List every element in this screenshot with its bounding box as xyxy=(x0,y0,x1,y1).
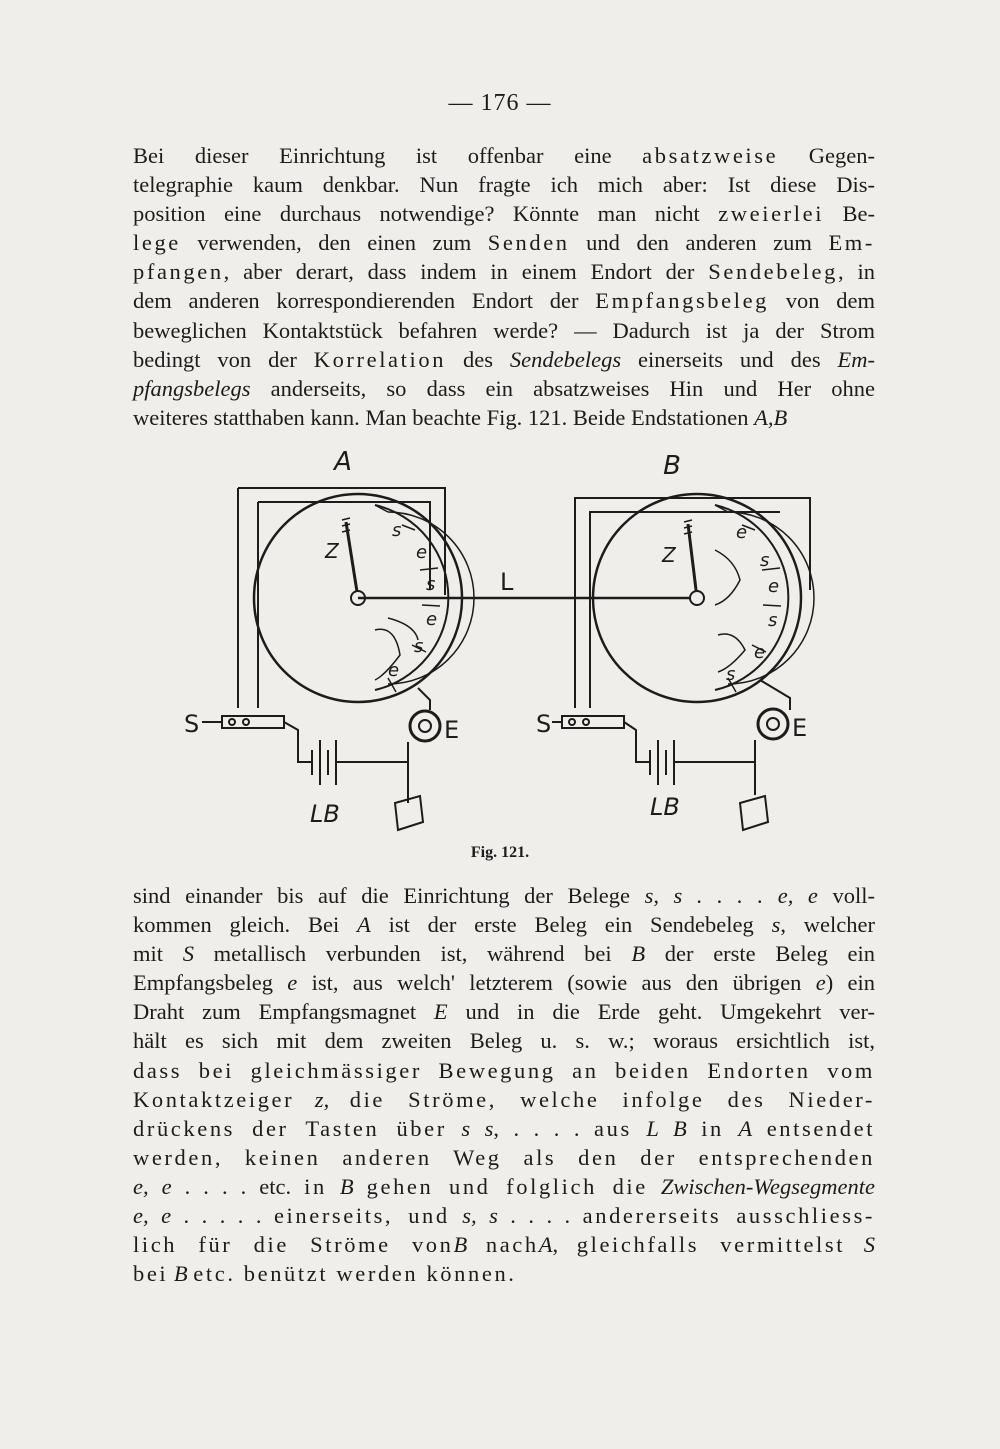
text-run xyxy=(687,1116,702,1141)
para2-line-6 xyxy=(133,1026,875,1055)
ground-b xyxy=(740,796,768,830)
para2-line-2 xyxy=(133,910,875,939)
text-run: , xyxy=(552,1232,577,1258)
text-run: mit xyxy=(133,941,183,967)
station-a-label: A xyxy=(334,447,352,477)
paragraph-2 xyxy=(133,881,875,1288)
para2-line-1 xyxy=(133,881,875,910)
text-run: sind einander bis auf die Einrichtung der Belege xyxy=(133,883,645,908)
para1-line-4 xyxy=(133,228,875,257)
italic-symbol: e xyxy=(287,970,298,996)
para2-line-13 xyxy=(133,1230,875,1259)
spaced-emphasis: pfangen xyxy=(133,259,224,285)
italic-symbol: B xyxy=(339,1173,354,1199)
spaced-emphasis: in xyxy=(701,1115,724,1141)
spaced-emphasis: etc. benützt werden können. xyxy=(193,1261,517,1287)
text-run: , welcher xyxy=(780,912,875,938)
italic-symbol: e xyxy=(815,970,826,996)
para1-line-1 xyxy=(133,141,875,170)
wire-a-outer xyxy=(238,488,445,595)
text-run xyxy=(648,1174,661,1199)
segment-b-3: e xyxy=(768,576,780,597)
spaced-emphasis: lege xyxy=(133,230,181,256)
italic-symbol: B xyxy=(173,1261,188,1287)
italic-symbol: z xyxy=(314,1086,324,1112)
segment-a-2: e xyxy=(416,542,428,563)
text-run: , aber derart, dass indem in einem Endort der xyxy=(223,259,709,285)
text-run: bedingt von der xyxy=(133,346,314,372)
para1-line-6 xyxy=(133,286,875,315)
text-run: Empfangsbeleg xyxy=(133,970,288,996)
text-run: . . . . . xyxy=(171,1203,274,1229)
text-run xyxy=(845,1232,864,1257)
pointer-a xyxy=(346,522,358,598)
segment-b-5: e xyxy=(754,642,766,663)
italic-symbol: S xyxy=(863,1232,875,1258)
text-run xyxy=(467,1232,486,1257)
italic-symbol: A xyxy=(357,912,371,938)
spaced-emphasis: werden, keinen anderen Weg als den der entsprechenden xyxy=(133,1144,875,1170)
para2-line-4 xyxy=(133,968,875,997)
spaced-emphasis: andererseits ausschliess- xyxy=(582,1203,876,1229)
spaced-emphasis: zweierlei xyxy=(718,201,825,227)
italic-symbol: s, s xyxy=(462,1203,498,1229)
segment-b-6: s xyxy=(726,664,736,685)
text-run: beweglichen Kontaktstück befahren werde? — Dadurch ist ja der Strom xyxy=(133,317,875,343)
spaced-emphasis: Em- xyxy=(828,230,875,256)
text-run xyxy=(752,1116,767,1141)
text-run: ist der erste Beleg ein Sendebeleg xyxy=(370,912,772,938)
magnet-a-label: E xyxy=(444,716,460,744)
text-run xyxy=(447,1116,462,1141)
text-run: , xyxy=(323,1086,350,1112)
key-a-label: S xyxy=(184,710,200,738)
text-run: position eine durchaus notwendige? Könnte man nicht xyxy=(133,201,719,227)
segment-a-5: s xyxy=(414,636,424,657)
key-b-label: S xyxy=(536,710,552,738)
spaced-emphasis: drückens der Tasten über xyxy=(133,1115,447,1141)
pointer-b-label: Z xyxy=(662,543,676,567)
para1-line-8 xyxy=(133,345,875,374)
italic-symbol: A xyxy=(738,1115,753,1141)
segment-a-4: e xyxy=(426,609,438,630)
italic-symbol: pfangsbelegs xyxy=(133,375,251,401)
battery-b-label: LB xyxy=(650,793,680,821)
magnet-a xyxy=(410,711,440,741)
spaced-emphasis: aus xyxy=(594,1115,632,1141)
text-run: , in xyxy=(838,259,875,285)
wire-a-inner xyxy=(258,502,430,590)
text-run xyxy=(354,1174,367,1199)
text-run xyxy=(450,1203,462,1228)
text-run: der erste Beleg ein xyxy=(645,941,876,967)
segment-a-6: e xyxy=(388,660,400,681)
pointer-b-pivot xyxy=(690,591,704,605)
text-run: von dem xyxy=(769,288,875,314)
text-run: Gegen- xyxy=(778,143,875,168)
para2-line-8 xyxy=(133,1085,875,1114)
spaced-emphasis: absatzweise xyxy=(642,143,779,168)
text-run: einerseits und des xyxy=(621,346,838,372)
text-run: anderseits, so dass ein absatzweises Hin und Her ohne xyxy=(250,375,875,401)
para1-line-2 xyxy=(133,170,875,199)
key-a xyxy=(222,716,284,728)
page-number: — 176 — xyxy=(448,90,552,116)
text-run: weiteres statthaben kann. Man beachte Fig. 121. Beide Endstationen xyxy=(133,404,755,430)
spaced-emphasis: gleichfalls vermittelst xyxy=(576,1232,846,1258)
spaced-emphasis: bei xyxy=(133,1261,169,1287)
key-b xyxy=(562,716,624,728)
text-run: dem anderen korrespondierenden Endort der xyxy=(133,288,596,314)
text-run: des xyxy=(446,346,510,372)
text-run: hält es sich mit dem zweiten Beleg u. s. w.; woraus ersichtlich ist, xyxy=(133,1028,875,1054)
italic-symbol: A,B xyxy=(754,404,788,430)
text-run: , . . . . xyxy=(493,1115,595,1141)
italic-symbol: e, e xyxy=(133,1203,172,1229)
spaced-emphasis: gehen und folglich die xyxy=(366,1173,648,1199)
italic-symbol: s s xyxy=(461,1115,494,1141)
text-run: metallisch verbunden ist, während bei xyxy=(193,941,632,967)
spaced-emphasis: Senden xyxy=(487,230,570,256)
text-run xyxy=(724,1116,739,1141)
text-run: Be- xyxy=(824,201,875,227)
magnet-b xyxy=(758,709,788,739)
text-run: . . . . etc. xyxy=(171,1173,305,1199)
italic-symbol: s xyxy=(771,912,781,938)
segment-b-2: s xyxy=(760,550,770,571)
spaced-emphasis: Sendebeleg xyxy=(708,259,838,285)
italic-symbol: s, s . . . . e, e xyxy=(644,883,818,908)
italic-symbol: L B xyxy=(646,1115,687,1141)
spaced-emphasis: Korrelation xyxy=(313,346,447,372)
para1-line-10 xyxy=(133,403,875,432)
para1-line-3 xyxy=(133,199,875,228)
pointer-a-label: Z xyxy=(325,539,339,563)
station-b-label: B xyxy=(663,451,681,481)
italic-symbol: A xyxy=(538,1232,553,1258)
text-run: ist, aus welch' letzterem (sowie aus den übrigen xyxy=(297,970,816,996)
para1-line-9 xyxy=(133,374,875,403)
para1-line-7 xyxy=(133,316,875,345)
spaced-emphasis: Empfangsbeleg xyxy=(595,288,770,314)
spaced-emphasis: lich für die Ströme von xyxy=(133,1232,454,1258)
para2-line-10 xyxy=(133,1143,875,1172)
italic-symbol: Em- xyxy=(837,346,876,372)
para2-line-3 xyxy=(133,939,875,968)
text-run: und den anderen zum xyxy=(569,230,829,256)
italic-symbol: e, e xyxy=(133,1173,172,1199)
text-run: . . . . xyxy=(497,1203,583,1229)
spaced-emphasis: Kontaktzeiger xyxy=(133,1086,295,1112)
para2-line-9 xyxy=(133,1114,875,1143)
text-run: kommen gleich. Bei xyxy=(133,912,358,938)
text-run: ) ein xyxy=(825,970,875,996)
text-run xyxy=(632,1116,647,1141)
italic-symbol: E xyxy=(433,999,448,1025)
italic-symbol: Zwischen-Wegsegmente xyxy=(660,1173,876,1199)
spaced-emphasis: einerseits, und xyxy=(273,1203,450,1229)
spaced-emphasis: entsendet xyxy=(766,1115,876,1141)
line-l-label: L xyxy=(500,568,514,596)
para2-line-11 xyxy=(133,1172,875,1201)
spaced-emphasis: die Ströme, welche infolge des Nieder- xyxy=(349,1086,876,1112)
figure-caption: Fig. 121. xyxy=(470,844,530,861)
italic-symbol: S xyxy=(182,941,194,967)
segment-b-1: e xyxy=(736,522,748,543)
wire-b-inner xyxy=(590,512,780,590)
segment-b-4: s xyxy=(768,610,778,631)
text-run xyxy=(327,1174,340,1199)
text-run: telegraphie kaum denkbar. Nun fragte ich mich aber: Ist diese Dis- xyxy=(133,172,875,198)
para2-line-12 xyxy=(133,1201,875,1230)
para2-line-14 xyxy=(133,1259,875,1288)
text-run: Draht zum Empfangsmagnet xyxy=(133,999,434,1025)
italic-symbol: B xyxy=(453,1232,468,1258)
italic-symbol: B xyxy=(631,941,646,967)
paragraph-1 xyxy=(133,141,875,432)
para1-line-5 xyxy=(133,257,875,286)
text-run: und in die Erde geht. Umgekehrt ver- xyxy=(447,999,875,1025)
italic-symbol: Sendebelegs xyxy=(509,346,622,372)
text-run: verwenden, den einen zum xyxy=(180,230,488,256)
battery-a-label: LB xyxy=(310,800,340,828)
spaced-emphasis: nach xyxy=(485,1232,539,1258)
para2-line-5 xyxy=(133,997,875,1026)
segment-a-3: s xyxy=(426,574,436,595)
figure-121 xyxy=(170,440,830,870)
segment-a-1: s xyxy=(392,520,402,541)
text-run: voll- xyxy=(817,883,875,908)
spaced-emphasis: dass bei gleichmässiger Bewegung an beiden Endorten vom xyxy=(133,1057,875,1083)
spaced-emphasis: in xyxy=(304,1173,327,1199)
magnet-b-label: E xyxy=(792,714,808,742)
para2-line-7 xyxy=(133,1056,875,1085)
pointer-b xyxy=(688,524,697,598)
text-run xyxy=(294,1087,315,1112)
text-run: Bei dieser Einrichtung ist offenbar eine xyxy=(133,143,643,168)
